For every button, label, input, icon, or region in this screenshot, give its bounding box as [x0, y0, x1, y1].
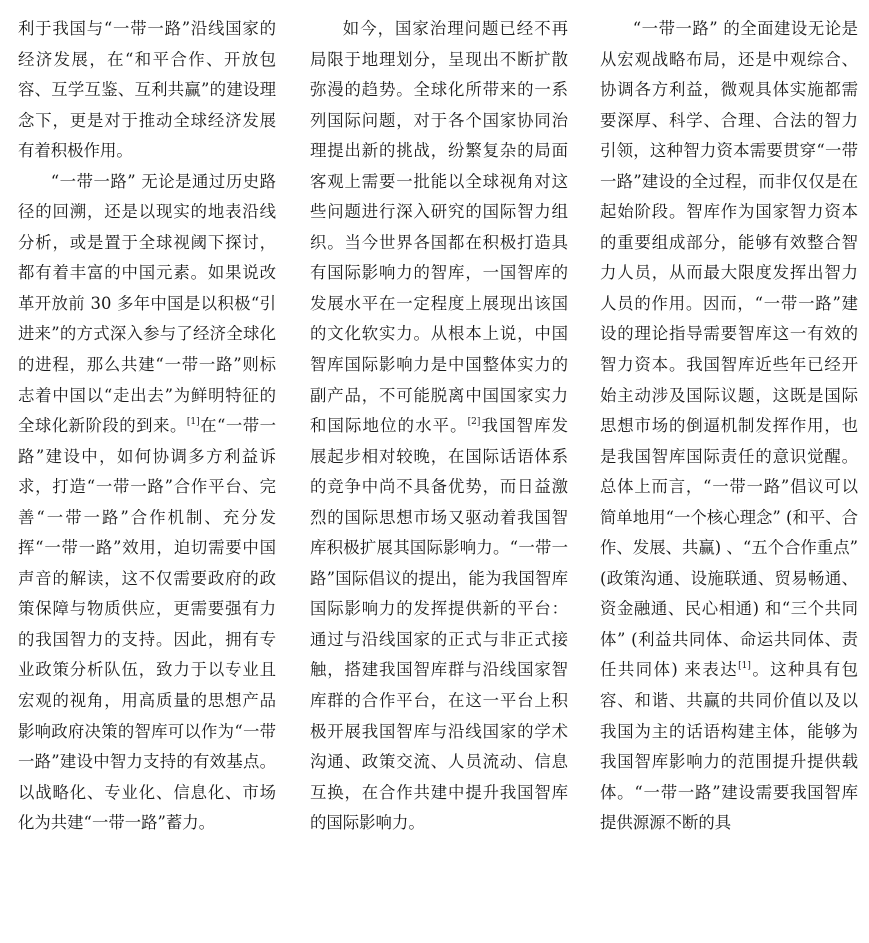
paragraph-text: “一带一路” 的全面建设无论是从宏观战略布局，还是中观综合、协调各方利益，微观具体实施都需要深厚、科学、合理、合法的智力引领，这种智力资本需要贯穿“一带一路”建设的全过程，而非仅仅是在起始阶段。智库作为国家智力资本的重要组成部分，能够有效整合智力人员，从而最大限度发挥出智力人员的作用。因而，“一带一路”建设的理论指导需要智库这一有效的智力资本。我国智库近些年已经开始主动涉及国际议题，这既是国际思想市场的倒逼机制发挥作用，也是我国智库国际责任的意识觉醒。总体上而言，“一带一路”倡议可以简单地用“一个核心理念” (和平、合作、发展、共赢) 、“五个合作重点” (政策沟通、设施联通、贸易畅通、资金融通、民心相通) 和“三个共同体” (利益共同体、命运共同体、责任共同体) 来表达 [600, 19, 858, 680]
paragraph-text: 如今，国家治理问题已经不再局限于地理划分，呈现出不断扩散弥漫的趋势。全球化所带来的一系列国际问题，对于各个国家协同治理提出新的挑战，纷繁复杂的局面客观上需要一批能以全球视角对这些问题进行深入研究的国际智力组织。当今世界各国都在积极打造具有国际影响力的智库，一国智库的发展水平在一定程度上展现出该国的文化软实力。从根本上说，中国智库国际影响力是中国整体实力的副产品，不可能脱离中国国家实力和国际地位的水平。 [310, 19, 568, 436]
paragraph-text-continued: 我国智库发展起步相对较晚，在国际话语体系的竞争中尚不具备优势，而日益激烈的国际思想市场又驱动着我国智库积极扩展其国际影响力。“一带一路”国际倡议的提出，能为我国智库国际影响力的发挥提供新的平台：通过与沿线国家的正式与非正式接触，搭建我国智库群与沿线国家智库群的合作平台，在这一平台上积极开展我国智库与沿线国家的学术沟通、政策交流、人员流动、信息互换，在合作共建中提升我国智库的国际影响力。 [310, 416, 569, 833]
text-column-right [600, 14, 858, 839]
paragraph [18, 167, 276, 839]
paragraph-text-continued: 。这种具有包容、和谐、共赢的共同价值以及以我国为主的话语构建主体，能够为我国智库影响力的范围提升提供载体。“一带一路”建设需要我国智库提供源源不断的具 [600, 660, 858, 833]
citation-ref: [1] [738, 661, 751, 672]
paragraph-text-continued: 在“一带一路”建设中，如何协调多方利益诉求，打造“一带一路”合作平台、完善“一带一路”合作机制、充分发挥“一带一路”效用，迫切需要中国声音的解读，这不仅需要政府的政策保障与物质供应，更需要强有力的我国智力的支持。因此，拥有专业政策分析队伍，致力于以专业且宏观的视角，用高质量的思想产品影响政府决策的智库可以作为“一带一路”建设中智力支持的有效基点。以战略化、专业化、信息化、市场化为共建“一带一路”蓄力。 [18, 416, 276, 833]
paragraph-text: “一带一路” 无论是通过历史路径的回溯，还是以现实的地表沿线分析，或是置于全球视阈下探讨，都有着丰富的中国元素。如果说改革开放前 30 多年中国是以积极“引进来”的方式深入参与了经济全球化的进程，那么共建“一带一路”则标志着中国以“走出去”为鲜明特征的全球化新阶段的到来。 [18, 171, 276, 436]
text-column-left [18, 14, 276, 839]
citation-ref: [1] [186, 416, 200, 427]
text-column-middle [310, 14, 568, 839]
paragraph [18, 14, 276, 167]
paragraph [600, 14, 858, 839]
paragraph-text: 利于我国与“一带一路”沿线国家的经济发展，在“和平合作、开放包容、互学互鉴、互利共赢”的建设理念下，更是对于推动全球经济发展有着积极作用。 [18, 19, 276, 161]
paragraph [310, 14, 568, 839]
citation-ref: [2] [467, 416, 481, 427]
